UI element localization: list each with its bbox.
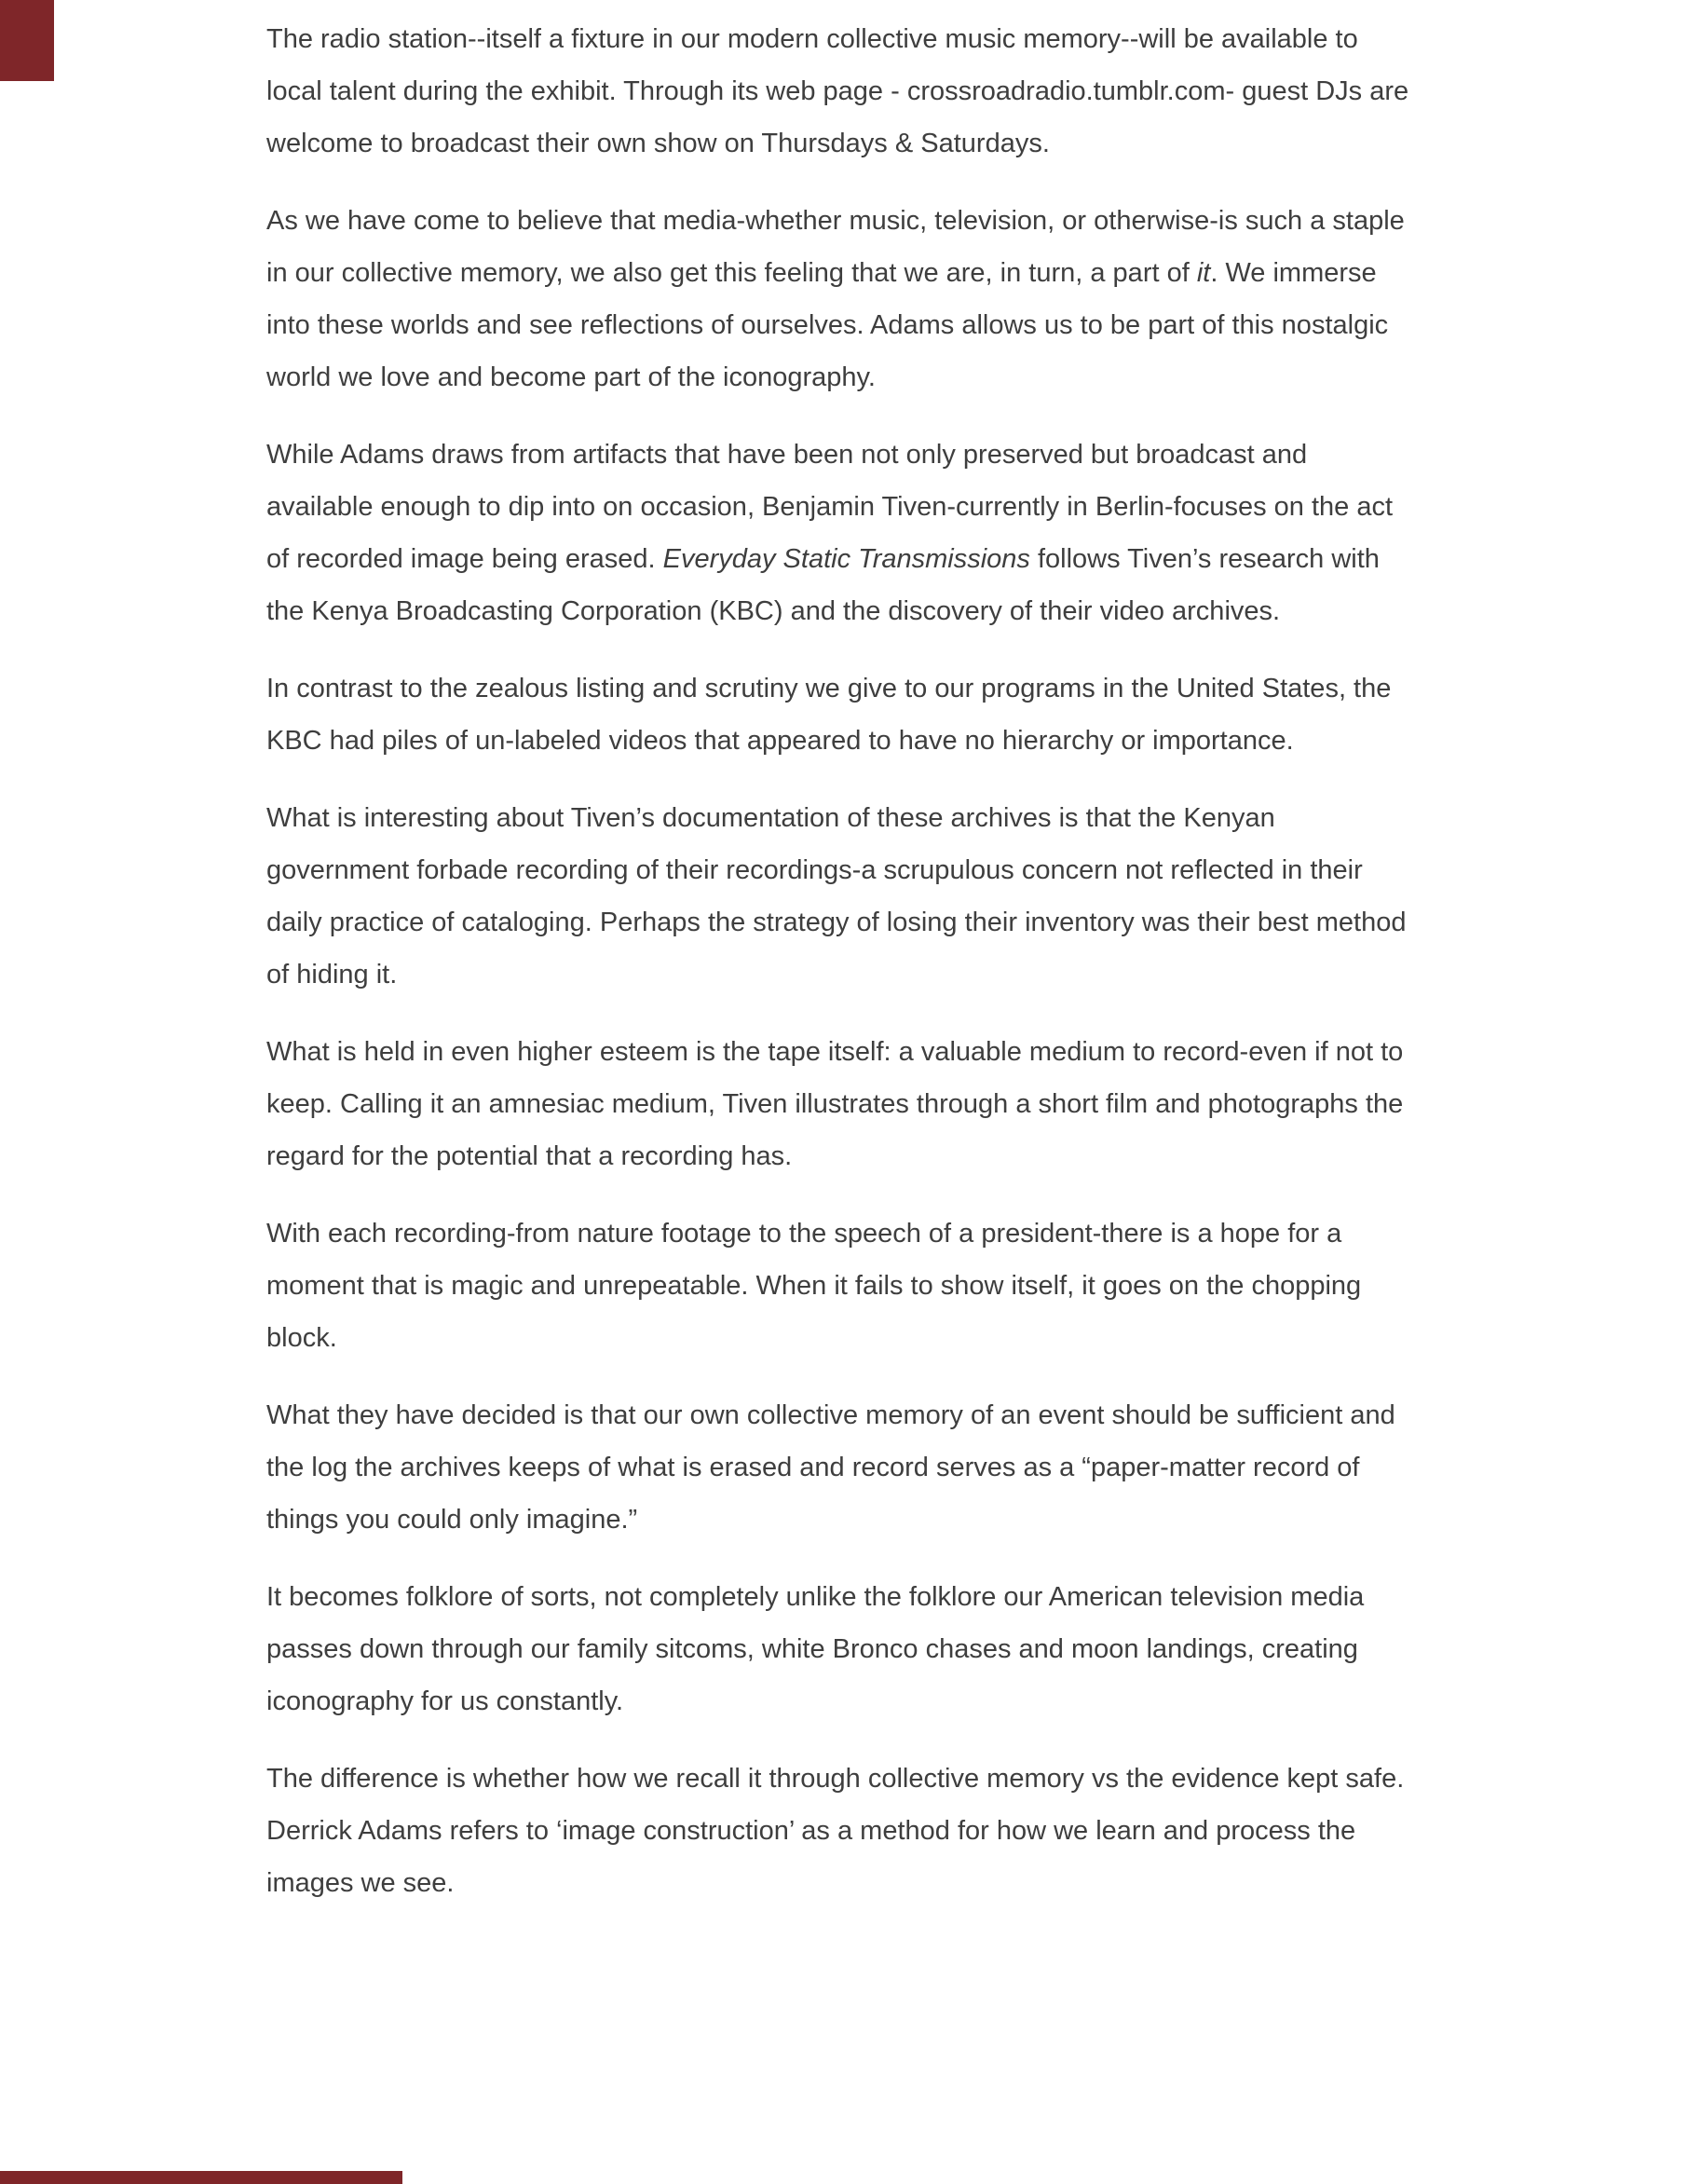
- text-segment: While Adams draws from artifacts that have been not only preserved but broadcast and available enough to dip into on occasion, Benjamin Tiven-currently in Berlin-focuses on the act of recorded image being erased.: [266, 440, 1394, 574]
- text-segment: In contrast to the zealous listing and scrutiny we give to our programs in the United States, the KBC had piles of un-labeled videos that appeared to have no hierarchy or importance.: [266, 674, 1392, 756]
- paragraph: [266, 1389, 1420, 1546]
- text-segment: . We immerse into these worlds and see reflections of ourselves. Adams allows us to be part of this nostalgic world we love and become part of the iconography.: [266, 258, 1389, 392]
- paragraph: [266, 792, 1420, 1001]
- bottom-left-image-fragment: [0, 2171, 402, 2184]
- italic-text-segment: it: [1196, 258, 1211, 288]
- article-body: [266, 13, 1420, 1909]
- paragraph: [266, 1571, 1420, 1727]
- paragraph: [266, 1753, 1420, 1909]
- text-segment: What is interesting about Tiven’s documentation of these archives is that the Kenyan government forbade recording of their recordings-a scrupulous concern not reflected in their daily practice of cataloging. Perhaps the strategy of losing their inventory was their best method of hiding it.: [266, 803, 1407, 990]
- text-segment: What is held in even higher esteem is the tape itself: a valuable medium to record-even if not to keep. Calling it an amnesiac medium, Tiven illustrates through a short film and photographs the regard for the potential that a recording has.: [266, 1037, 1404, 1171]
- top-left-image-fragment: [0, 0, 54, 81]
- text-segment: With each recording-from nature footage to the speech of a president-there is a hope for a moment that is magic and unrepeatable. When it fails to show itself, it goes on the chopping block.: [266, 1219, 1362, 1353]
- italic-text-segment: Everyday Static Transmissions: [662, 544, 1030, 574]
- text-segment: follows Tiven’s research with the Kenya Broadcasting Corporation (KBC) and the discovery of their video archives.: [266, 544, 1380, 626]
- text-segment: What they have decided is that our own collective memory of an event should be sufficient and the log the archives keeps of what is erased and record serves as a “paper-matter record of things you could only imagine.”: [266, 1400, 1395, 1535]
- paragraph: [266, 429, 1420, 637]
- text-segment: The radio station--itself a fixture in our modern collective music memory--will be available to local talent during the exhibit. Through its web page - crossroadradio.tumblr.com- guest DJs are welcome to broadcast their own show on Thursdays & Saturdays.: [266, 24, 1409, 158]
- paragraph: [266, 13, 1420, 170]
- paragraph: [266, 1208, 1420, 1364]
- text-segment: As we have come to believe that media-whether music, television, or otherwise-is such a staple in our collective memory, we also get this feeling that we are, in turn, a part of: [266, 206, 1405, 288]
- paragraph: [266, 1026, 1420, 1182]
- text-segment: The difference is whether how we recall it through collective memory vs the evidence kept safe. Derrick Adams refers to ‘image construction’ as a method for how we learn and process the images we see.: [266, 1764, 1405, 1898]
- text-segment: It becomes folklore of sorts, not completely unlike the folklore our American television media passes down through our family sitcoms, white Bronco chases and moon landings, creating iconography for us constantly.: [266, 1582, 1365, 1716]
- paragraph: [266, 662, 1420, 767]
- paragraph: [266, 195, 1420, 403]
